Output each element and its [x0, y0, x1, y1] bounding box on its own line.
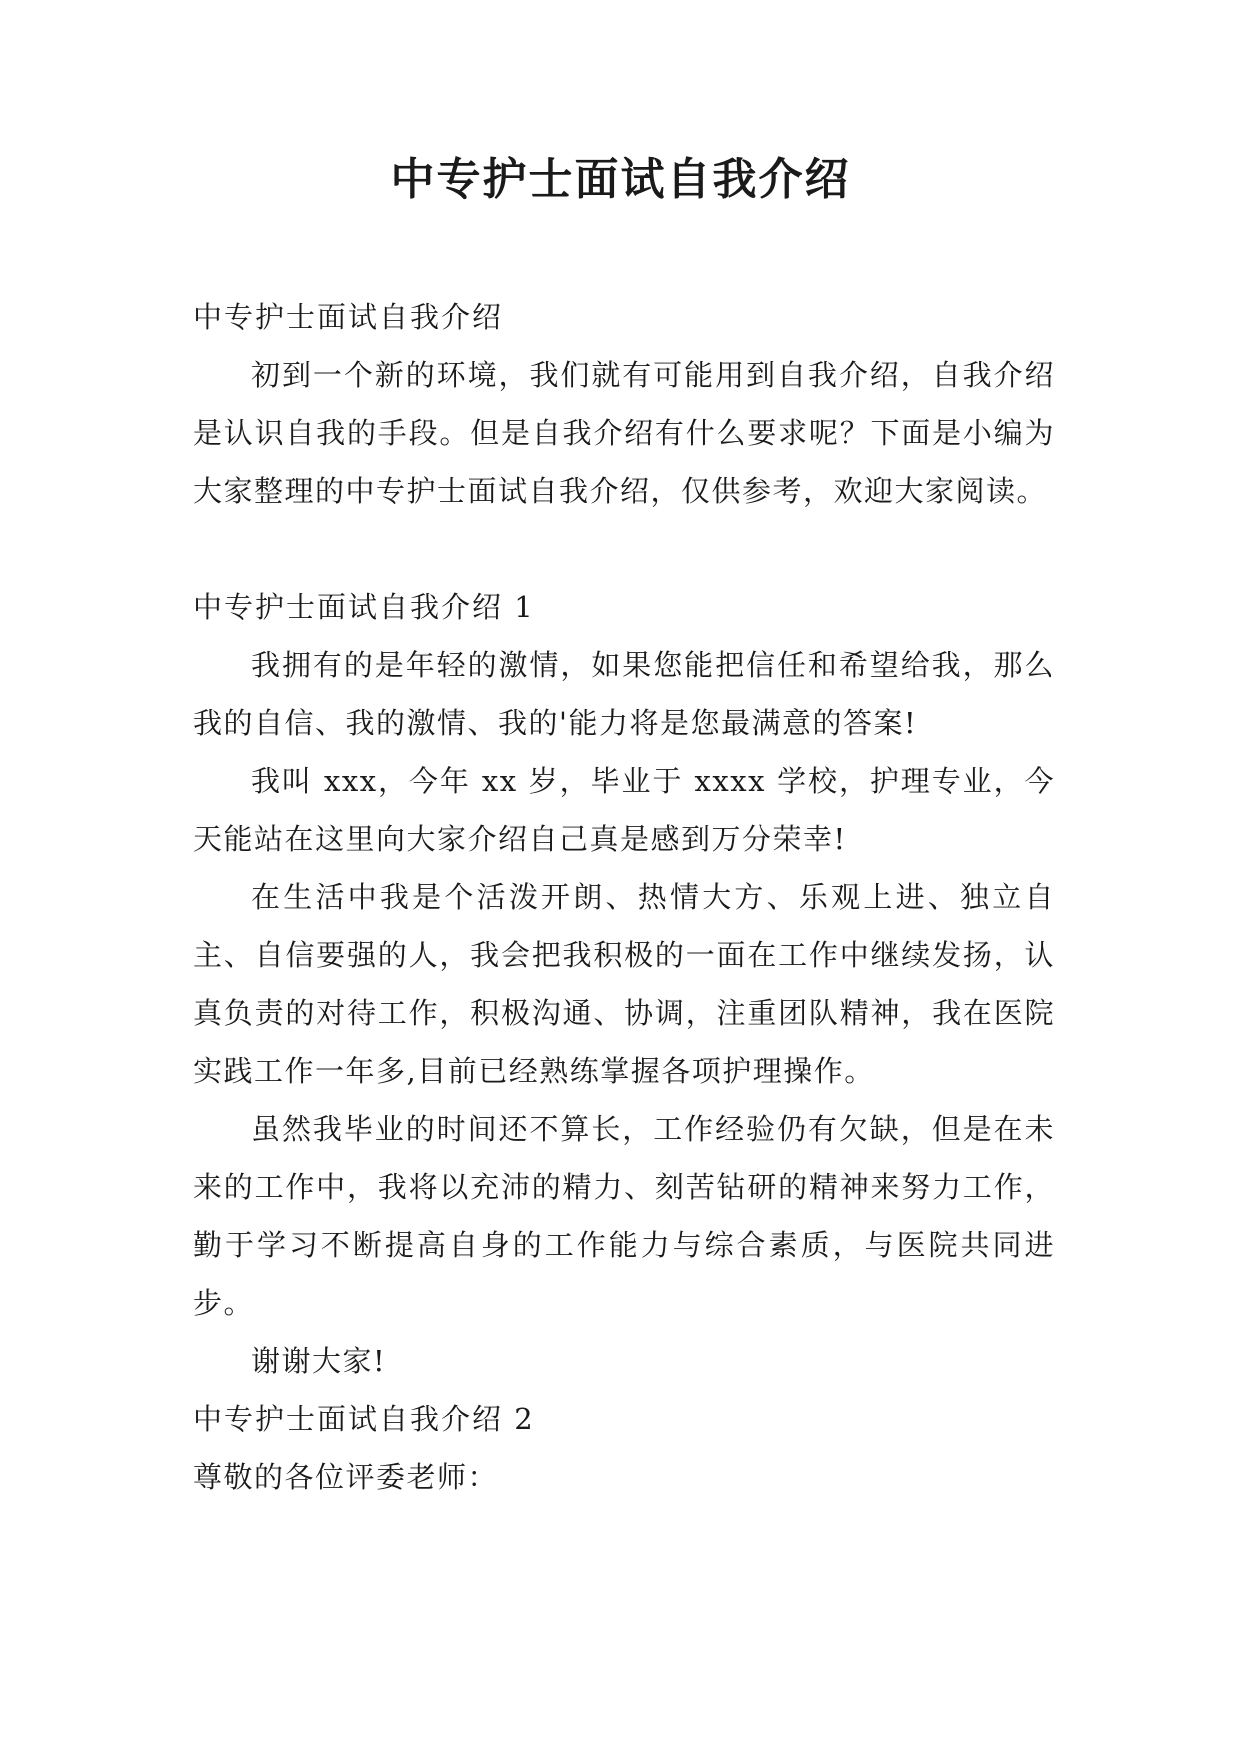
section2-heading: 中专护士面试自我介绍 2 [193, 1402, 535, 1436]
document-body [193, 288, 1055, 1506]
section1-paragraph-4: 虽然我毕业的时间还不算长，工作经验仍有欠缺，但是在未来的工作中，我将以充沛的精力、刻苦钻研的精神来努力工作，勤于学习不断提高自身的工作能力与综合素质，与医院共同进步。 [193, 1112, 1055, 1320]
section1-paragraph-2: 我叫 xxx，今年 xx 岁，毕业于 xxxx 学校，护理专业，今天能站在这里向大家介绍自己真是感到万分荣幸! [193, 764, 1055, 856]
intro-heading: 中专护士面试自我介绍 [193, 300, 504, 334]
section1-paragraph-1: 我拥有的是年轻的激情，如果您能把信任和希望给我，那么我的自信、我的激情、我的'能力将是您最满意的答案! [193, 648, 1055, 740]
section2-salutation: 尊敬的各位评委老师： [193, 1460, 499, 1494]
section1-heading: 中专护士面试自我介绍 1 [193, 590, 535, 624]
section1-paragraph-5: 谢谢大家! [251, 1344, 387, 1378]
intro-paragraph: 初到一个新的环境，我们就有可能用到自我介绍，自我介绍是认识自我的手段。但是自我介绍有什么要求呢？下面是小编为大家整理的中专护士面试自我介绍，仅供参考，欢迎大家阅读。 [193, 358, 1055, 508]
document-title: 中专护士面试自我介绍 [390, 154, 851, 205]
section-spacer [193, 520, 1055, 578]
section1-paragraph-3: 在生活中我是个活泼开朗、热情大方、乐观上进、独立自主、自信要强的人，我会把我积极的一面在工作中继续发扬，认真负责的对待工作，积极沟通、协调，注重团队精神，我在医院实践工作一年多,目前已经熟练掌握各项护理操作。 [193, 880, 1055, 1088]
